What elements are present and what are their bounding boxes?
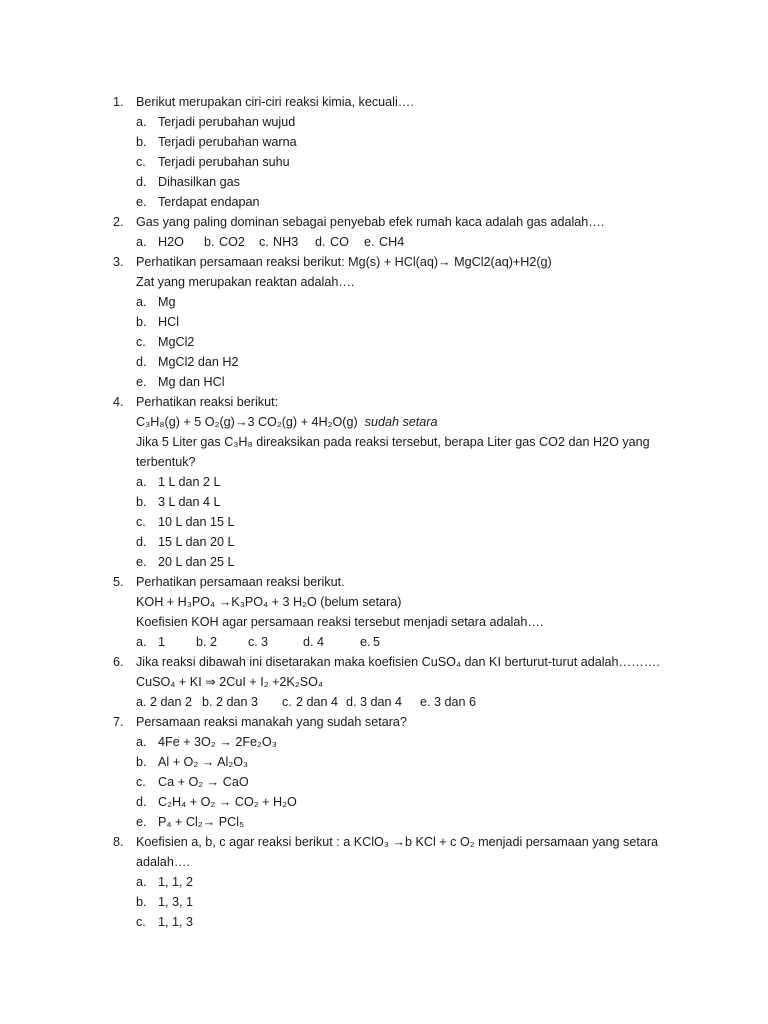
option-letter: d.: [136, 795, 147, 809]
option-letter: a.: [136, 695, 147, 709]
question-text-continued: Jika 5 Liter gas C₃H₈ direaksikan pada reaksi tersebut, berapa Liter gas CO2 dan H2O yang: [136, 435, 650, 449]
question-text: Koefisien a, b, c agar reaksi berikut : a KClO₃ →b KCl + c O₂ menjadi persamaan yang setara: [136, 835, 659, 849]
option-letter: b.: [204, 235, 215, 249]
option-letter: a.: [136, 235, 147, 249]
reaction-equation: [136, 414, 438, 430]
question-number: 2.: [113, 215, 124, 229]
question-number: 5.: [113, 575, 124, 589]
option-letter: c.: [136, 155, 146, 169]
question-text: Gas yang paling dominan sebagai penyebab efek rumah kaca adalah gas adalah….: [136, 215, 605, 229]
option-letter: a.: [136, 635, 147, 649]
option-text: 2: [210, 635, 218, 649]
question-text: Berikut merupakan ciri-ciri reaksi kimia, kecuali….: [136, 95, 414, 109]
option-text: Ca + O₂ → CaO: [158, 775, 249, 789]
option-text: 20 L dan 25 L: [158, 555, 235, 569]
option-text: 1, 1, 2: [158, 875, 194, 889]
option-letter: c.: [248, 635, 258, 649]
option-letter: b.: [136, 315, 147, 329]
option-text: Terjadi perubahan suhu: [158, 155, 290, 169]
option-text: 1: [158, 635, 166, 649]
question-number: 4.: [113, 395, 124, 409]
option-letter: e.: [364, 235, 375, 249]
option-letter: e.: [136, 815, 147, 829]
option-text: Terjadi perubahan warna: [158, 135, 297, 149]
option-letter: a.: [136, 875, 147, 889]
option-text: 5: [373, 635, 381, 649]
option-letter: a.: [136, 735, 147, 749]
option-letter: e.: [360, 635, 371, 649]
option-letter: c.: [136, 515, 146, 529]
question-text: Perhatikan persamaan reaksi berikut.: [136, 575, 345, 589]
equation-text: C₃H₈(g) + 5 O₂(g)→3 CO₂(g) + 4H₂O(g): [136, 415, 358, 429]
option-text: MgCl2: [158, 335, 195, 349]
option-letter: c.: [136, 335, 146, 349]
option-letter: e.: [420, 695, 431, 709]
option-letter: d.: [136, 355, 147, 369]
reaction-equation: CuSO₄ + KI ⇒ 2CuI + I₂ +2K₂SO₄: [136, 675, 324, 689]
option-text: MgCl2 dan H2: [158, 355, 239, 369]
option-text: CO2: [219, 235, 245, 249]
question-number: 1.: [113, 95, 124, 109]
reaction-equation: KOH + H₃PO₄ →K₃PO₄ + 3 H₂O (belum setara): [136, 595, 402, 609]
option-letter: e.: [136, 375, 147, 389]
option-text: Dihasilkan gas: [158, 175, 240, 189]
question-text: Perhatikan reaksi berikut:: [136, 395, 279, 409]
option-letter: c.: [136, 775, 146, 789]
option-letter: d.: [136, 535, 147, 549]
option-text: Terjadi perubahan wujud: [158, 115, 296, 129]
question-text-continued: terbentuk?: [136, 455, 196, 469]
option-text: 1, 1, 3: [158, 915, 194, 929]
option-text: 1, 3, 1: [158, 895, 194, 909]
option-text: 2 dan 2: [150, 695, 193, 709]
option-text: HCl: [158, 315, 179, 329]
question-number: 3.: [113, 255, 124, 269]
option-text: P₄ + Cl₂→ PCl₅: [158, 815, 245, 829]
option-text: CH4: [379, 235, 405, 249]
option-letter: e.: [136, 195, 147, 209]
question-text-continued: Zat yang merupakan reaktan adalah….: [136, 275, 355, 289]
option-text: Mg dan HCl: [158, 375, 225, 389]
option-letter: d.: [136, 175, 147, 189]
option-letter: d.: [346, 695, 357, 709]
option-letter: b.: [196, 635, 207, 649]
option-text: 3 L dan 4 L: [158, 495, 221, 509]
question-text-continued: Koefisien KOH agar persamaan reaksi tersebut menjadi setara adalah….: [136, 615, 544, 629]
option-text: CO: [330, 235, 349, 249]
question-number: 6.: [113, 655, 124, 669]
question-number: 8.: [113, 835, 124, 849]
option-text: 4Fe + 3O₂ → 2Fe₂O₃: [158, 735, 277, 749]
option-text: 3 dan 4: [360, 695, 403, 709]
option-text: 3 dan 6: [434, 695, 477, 709]
option-letter: b.: [136, 135, 147, 149]
option-text: 15 L dan 20 L: [158, 535, 235, 549]
option-letter: b.: [136, 895, 147, 909]
option-letter: b.: [136, 495, 147, 509]
option-text: Al + O₂ → Al₂O₃: [158, 755, 249, 769]
option-text: Mg: [158, 295, 176, 309]
option-letter: d.: [315, 235, 326, 249]
option-letter: c.: [282, 695, 292, 709]
question-text: Jika reaksi dibawah ini disetarakan maka koefisien CuSO₄ dan KI berturut-turut adalah……….: [136, 655, 660, 669]
option-text: NH3: [273, 235, 299, 249]
question-number: 7.: [113, 715, 124, 729]
option-letter: b.: [202, 695, 213, 709]
option-text: 1 L dan 2 L: [158, 475, 221, 489]
option-letter: e.: [136, 555, 147, 569]
option-letter: c.: [136, 915, 146, 929]
question-text: Perhatikan persamaan reaksi berikut: Mg(s) + HCl(aq)→ MgCl2(aq)+H2(g): [136, 255, 552, 269]
option-letter: d.: [303, 635, 314, 649]
option-letter: b.: [136, 755, 147, 769]
option-letter: a.: [136, 115, 147, 129]
option-text: 3: [261, 635, 269, 649]
option-text: 4: [317, 635, 325, 649]
option-text: 2 dan 4: [296, 695, 339, 709]
option-text: H2O: [158, 235, 184, 249]
option-letter: a.: [136, 475, 147, 489]
question-text: Persamaan reaksi manakah yang sudah setara?: [136, 715, 407, 729]
option-letter: a.: [136, 295, 147, 309]
option-text: 10 L dan 15 L: [158, 515, 235, 529]
option-letter: c.: [259, 235, 269, 249]
equation-note: sudah setara: [364, 415, 438, 429]
option-text: 2 dan 3: [216, 695, 259, 709]
question-text-continued: adalah….: [136, 855, 190, 869]
option-text: Terdapat endapan: [158, 195, 260, 209]
option-text: C₂H₄ + O₂ → CO₂ + H₂O: [158, 795, 297, 809]
